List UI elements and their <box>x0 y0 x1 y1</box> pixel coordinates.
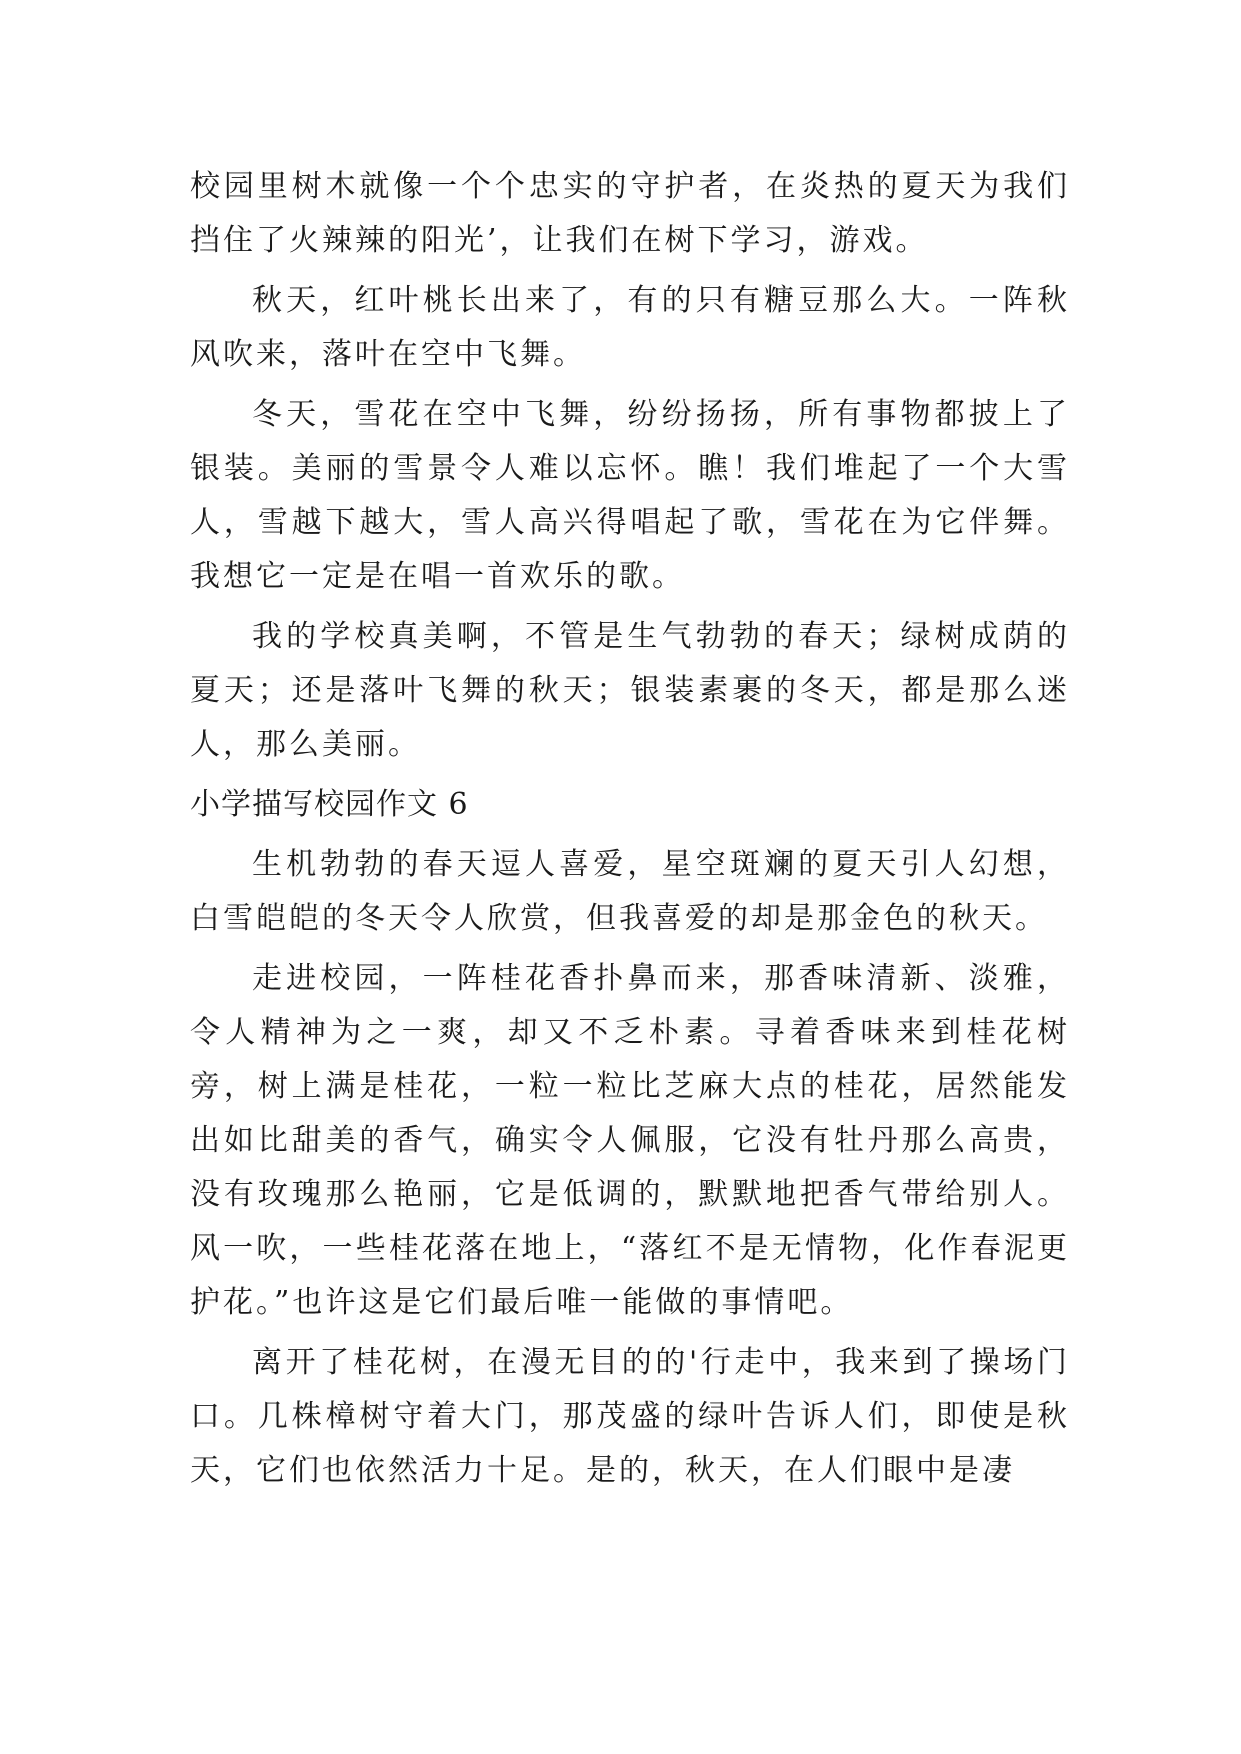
section-paragraph-osmanthus: 走进校园，一阵桂花香扑鼻而来，那香味清新、淡雅，令人精神为之一爽，却又不乏朴素。寻着香味来到桂花树旁，树上满是桂花，一粒一粒比芝麻大点的桂花，居然能发出如比甜美的香气，确实令人佩服，它没有牡丹那么高贵，没有玫瑰那么艳丽，它是低调的，默默地把香气带给别人。风一吹，一些桂花落在地上，“落红不是无情物，化作春泥更护花。”也许这是它们最后唯一能做的事情吧。 <box>190 961 1070 1320</box>
paragraph-conclusion: 我的学校真美啊，不管是生气勃勃的春天；绿树成荫的夏天；还是落叶飞舞的秋天；银装素裹的冬天，都是那么迷人，那么美丽。 <box>190 619 1070 762</box>
paragraph-autumn: 秋天，红叶桃长出来了，有的只有糖豆那么大。一阵秋风吹来，落叶在空中飞舞。 <box>190 283 1070 372</box>
section-paragraph-intro: 生机勃勃的春天逗人喜爱，星空斑斓的夏天引人幻想，白雪皑皑的冬天令人欣赏，但我喜爱的却是那金色的秋天。 <box>190 847 1070 936</box>
paragraph-winter: 冬天，雪花在空中飞舞，纷纷扬扬，所有事物都披上了银装。美丽的雪景令人难以忘怀。瞧！我们堆起了一个大雪人，雪越下越大，雪人高兴得唱起了歌，雪花在为它伴舞。我想它一定是在唱一首欢乐的歌。 <box>190 397 1070 594</box>
paragraph-continuation: 校园里树木就像一个个忠实的守护者，在炎热的夏天为我们挡住了火辣辣的阳光’，让我们在树下学习，游戏。 <box>190 169 1070 258</box>
document-page <box>190 160 1070 1504</box>
section-paragraph-playground: 离开了桂花树，在漫无目的的'行走中，我来到了操场门口。几株樟树守着大门，那茂盛的绿叶告诉人们，即使是秋天，它们也依然活力十足。是的，秋天，在人们眼中是凄 <box>190 1345 1070 1488</box>
section-title: 小学描写校园作文 6 <box>190 787 469 822</box>
